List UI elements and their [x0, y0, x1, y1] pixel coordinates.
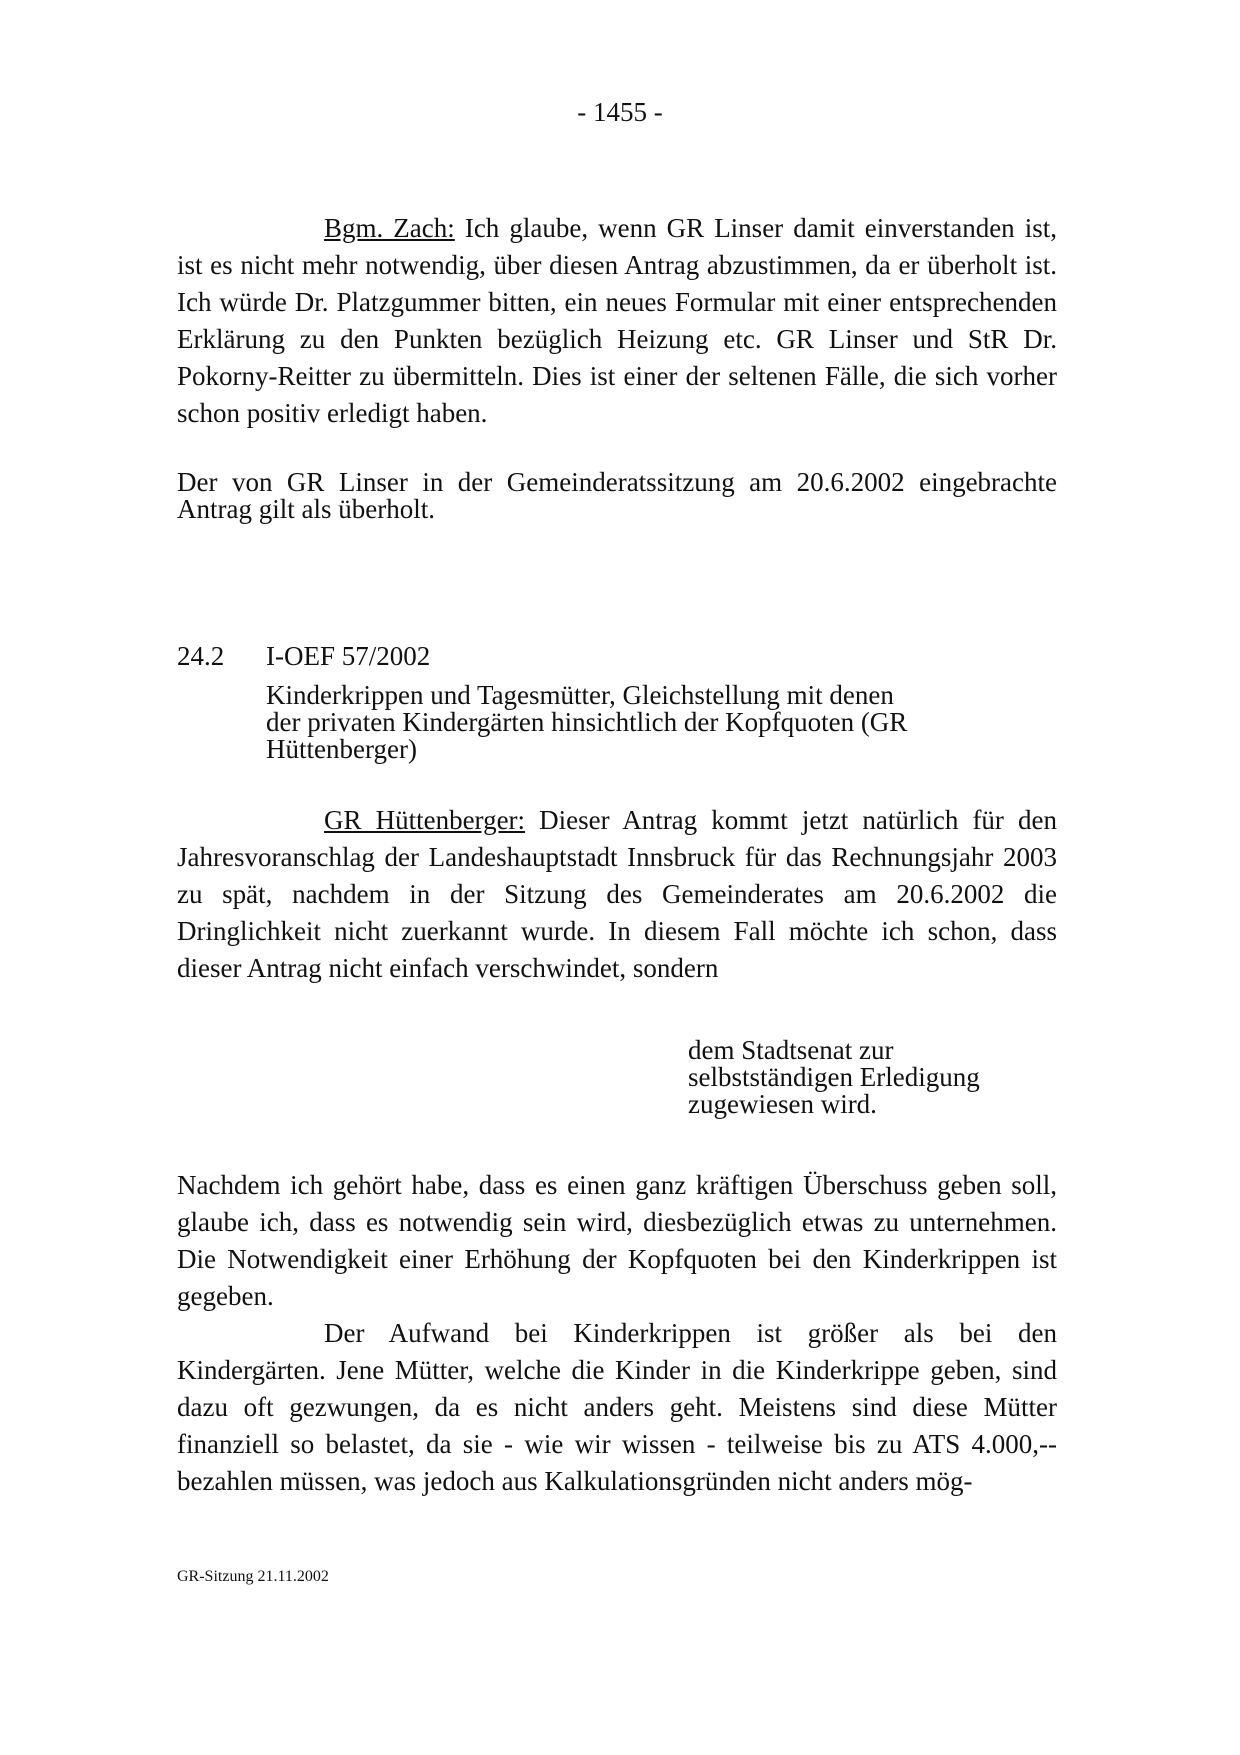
footer-session-date: GR-Sitzung 21.11.2002 — [177, 1568, 329, 1585]
motion-quote: dem Stadtsenat zur selbstständigen Erledigung zugewiesen wird. — [688, 1035, 980, 1119]
speaker-label: Bgm. Zach: — [324, 213, 455, 243]
speaker-label: GR Hüttenberger: — [324, 805, 526, 835]
agenda-item-title: Kinderkrippen und Tagesmütter, Gleichstellung mit denen der privaten Kindergärten hinsichtlich der Kopfquoten (GR Hüttenberger) — [266, 680, 908, 764]
agenda-item-code: I-OEF 57/2002 — [266, 641, 431, 671]
agenda-item-number: 24.2 — [177, 641, 225, 671]
paragraph-expenses: Der Aufwand bei Kinderkrippen ist größer als bei den Kindergärten. Jene Mütter, welche die Kinder in die Kinderkrippe geben, sind dazu oft gezwungen, da es nicht anders geht. Meistens sind diese Mütter finanziell so belastet, da sie - wie wir wissen - teilweise bis zu ATS 4.000,-- bezahlen müssen, was jedoch aus Kalkulationsgründen nicht anders mög- — [177, 1318, 1057, 1496]
paragraph-text: Dieser Antrag kommt jetzt natürlich für den Jahresvoranschlag der Landeshauptstadt Innsbruck für das Rechnungsjahr 2003 zu spät, nachdem in der Sitzung des Gemeinderates am 20.6.2002 die Dringlichkeit nicht zuerkannt wurde. In diesem Fall möchte ich schon, dass dieser Antrag nicht einfach verschwindet, sondern — [177, 805, 1057, 983]
paragraph-text: Ich glaube, wenn GR Linser damit einverstanden ist, ist es nicht mehr notwendig, über diesen Antrag abzustimmen, da er überholt ist. Ich würde Dr. Platzgummer bitten, ein neues Formular mit einer entsprechenden Erklärung zu den Punkten bezüglich Heizung etc. GR Linser und StR Dr. Pokorny-Reitter zu übermitteln. Dies ist einer der seltenen Fälle, die sich vorher schon positiv erledigt haben. — [177, 213, 1057, 428]
paragraph-zach — [177, 210, 1057, 432]
paragraph-huettenberger — [177, 802, 1057, 987]
paragraph-surplus: Nachdem ich gehört habe, dass es einen ganz kräftigen Überschuss geben soll, glaube ich, dass es notwendig sein wird, diesbezüglich etwas zu unternehmen. Die Notwendigkeit einer Erhöhung der Kopfquoten bei den Kinderkrippen ist gegeben. — [177, 1170, 1057, 1311]
page-number: - 1455 - — [577, 97, 663, 127]
resolution-paragraph: Der von GR Linser in der Gemeinderatssitzung am 20.6.2002 eingebrachte Antrag gilt als überholt. — [177, 467, 1057, 524]
